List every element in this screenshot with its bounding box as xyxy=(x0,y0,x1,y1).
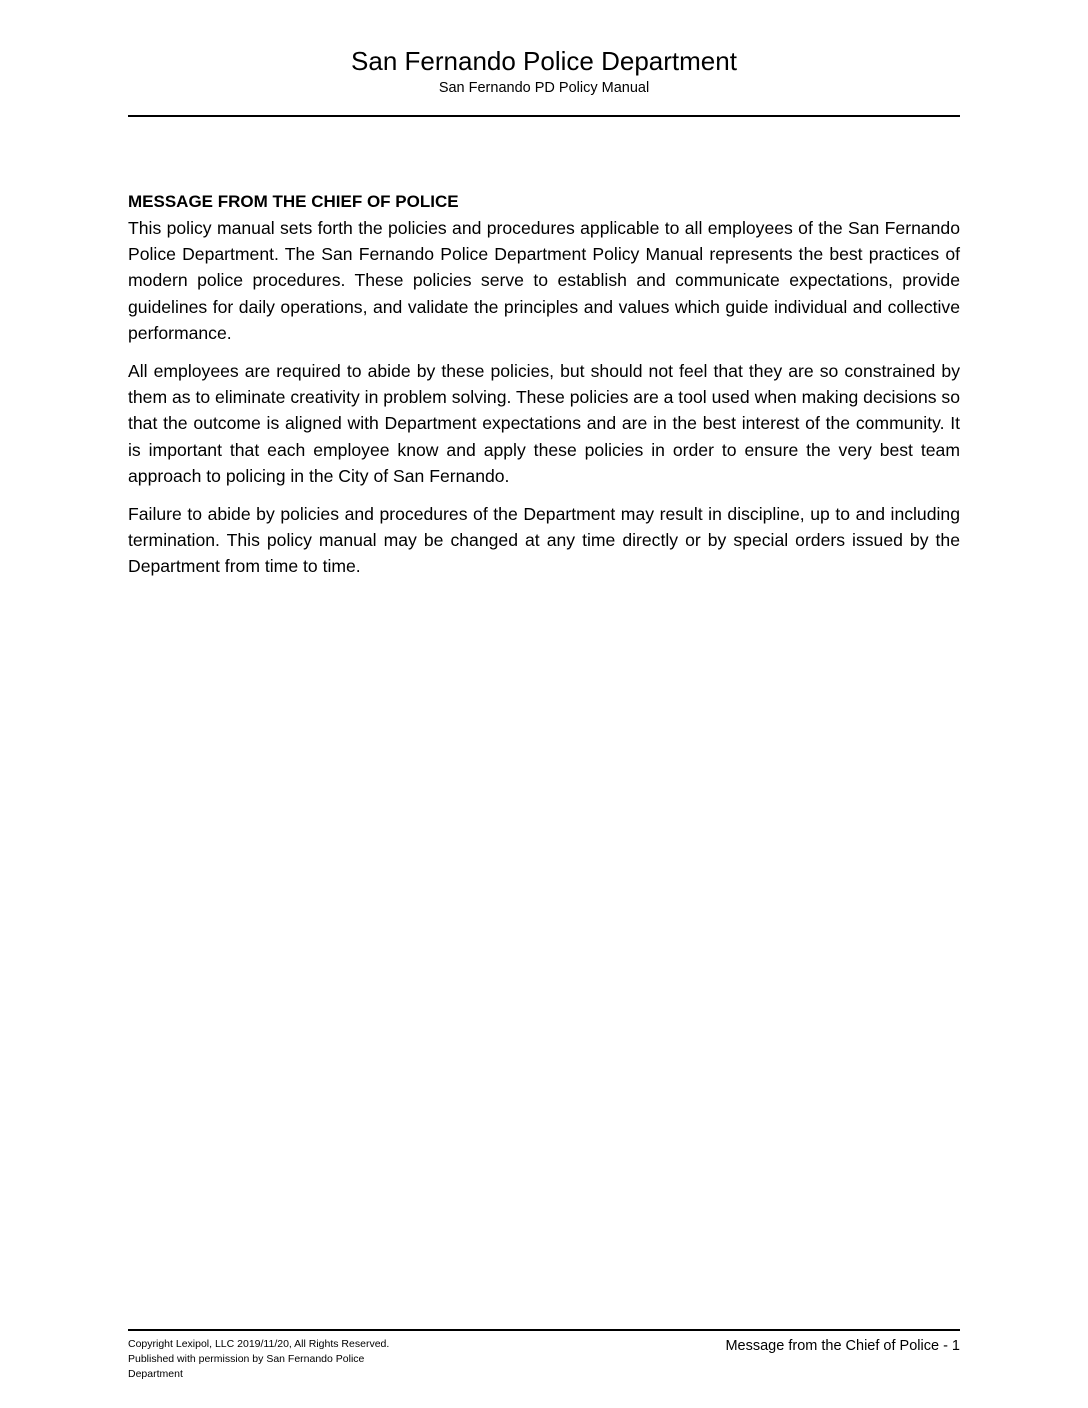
page-content xyxy=(128,189,960,592)
page-label: Message from the Chief of Police - 1 xyxy=(725,1338,960,1354)
footer-copyright xyxy=(128,1337,438,1382)
paragraph: This policy manual sets forth the policies and procedures applicable to all employees of the San Fernando Police Department. The San Fernando Police Department Policy Manual represents the best practices of modern police procedures. These policies serve to establish and communicate expectations, provide guidelines for daily operations, and validate the principles and values which guide individual and collective performance. xyxy=(128,218,960,343)
department-title: San Fernando Police Department xyxy=(351,46,737,76)
copyright-line: Department xyxy=(128,1368,183,1380)
copyright-line: Published with permission by San Fernando Police xyxy=(128,1353,365,1365)
manual-subtitle: San Fernando PD Policy Manual xyxy=(438,80,650,96)
footer-divider xyxy=(128,1329,960,1331)
paragraph: Failure to abide by policies and procedures of the Department may result in discipline, up to and including termination. This policy manual may be changed at any time directly or by special orders issued by the Department from time to time. xyxy=(128,504,960,577)
section-heading: MESSAGE FROM THE CHIEF OF POLICE xyxy=(128,192,459,211)
page-header xyxy=(128,44,960,98)
header-divider xyxy=(128,115,960,117)
paragraph: All employees are required to abide by these policies, but should not feel that they are so constrained by them as to eliminate creativity in problem solving. These policies are a tool used when making decisions so that the outcome is aligned with Department expectations and are in the best interest of the community. It is important that each employee know and apply these policies in order to ensure the very best team approach to policing in the City of San Fernando. xyxy=(128,361,960,486)
copyright-line: Copyright Lexipol, LLC 2019/11/20, All Rights Reserved. xyxy=(128,1338,390,1350)
